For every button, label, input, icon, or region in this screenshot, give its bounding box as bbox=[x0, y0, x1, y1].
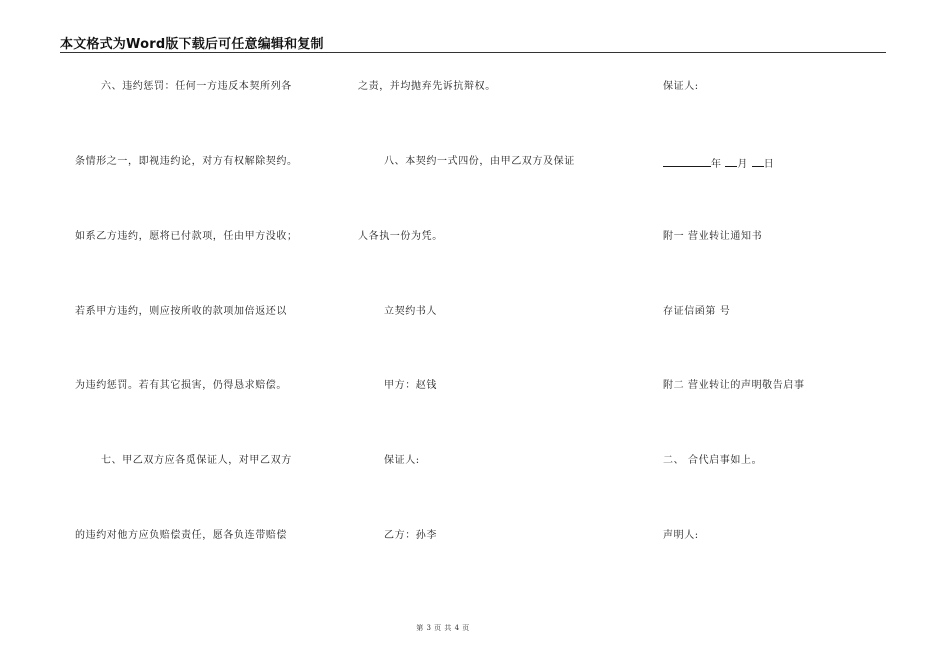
col1-line-4: 若系甲方违约，则应按所收的款项加倍返还以 bbox=[75, 306, 287, 317]
col1-line-5: 为违约惩罚。若有其它损害，仍得恳求赔偿。 bbox=[75, 380, 287, 391]
col3-date-line bbox=[663, 156, 774, 171]
col3-line-4: 二、 合代启事如上。 bbox=[663, 455, 763, 466]
day-blank bbox=[752, 156, 764, 167]
col1-line-3: 如系乙方违约，愿将已付款项，任由甲方没收； bbox=[75, 231, 298, 242]
day-label: 日 bbox=[763, 159, 775, 170]
col3-line-2: 存证信函第 号 bbox=[663, 306, 731, 317]
col2-line-6: 保证人: bbox=[384, 455, 420, 466]
col3-guarantor: 保证人: bbox=[663, 81, 699, 92]
column-3 bbox=[663, 0, 893, 672]
page-footer: 第 3 页 共 4 页 bbox=[416, 624, 470, 632]
col1-line-1: 六、违约惩罚：任何一方违反本契所列各 bbox=[101, 81, 292, 92]
col2-line-7: 乙方：孙李 bbox=[384, 530, 437, 541]
month-label: 月 bbox=[737, 159, 748, 170]
year-blank bbox=[663, 156, 711, 167]
col1-line-7: 的违约对他方应负赔偿责任，愿各负连带赔偿 bbox=[75, 530, 287, 541]
year-label: 年 bbox=[711, 159, 722, 170]
column-1 bbox=[75, 0, 335, 672]
col2-line-5: 甲方：赵钱 bbox=[384, 380, 437, 391]
col3-line-3: 附二 营业转让的声明敬告启事 bbox=[663, 380, 805, 391]
header-title: 本文格式为Word版下载后可任意编辑和复制 bbox=[60, 37, 324, 52]
col1-line-6: 七、甲乙双方应各觅保证人，对甲乙双方 bbox=[101, 455, 292, 466]
month-blank bbox=[725, 156, 737, 167]
col1-line-2: 条情形之一，即视违约论，对方有权解除契约。 bbox=[75, 156, 298, 167]
column-2 bbox=[358, 0, 618, 672]
col2-line-3: 人各执一份为凭。 bbox=[358, 231, 443, 242]
col2-line-1: 之责，并均抛弃先诉抗辩权。 bbox=[358, 81, 496, 92]
col3-line-1: 附一 营业转让通知书 bbox=[663, 231, 763, 242]
col2-line-2: 八、本契约一式四份，由甲乙双方及保证 bbox=[384, 156, 575, 167]
col2-line-4: 立契约书人 bbox=[384, 306, 437, 317]
col3-line-5: 声明人: bbox=[663, 530, 699, 541]
